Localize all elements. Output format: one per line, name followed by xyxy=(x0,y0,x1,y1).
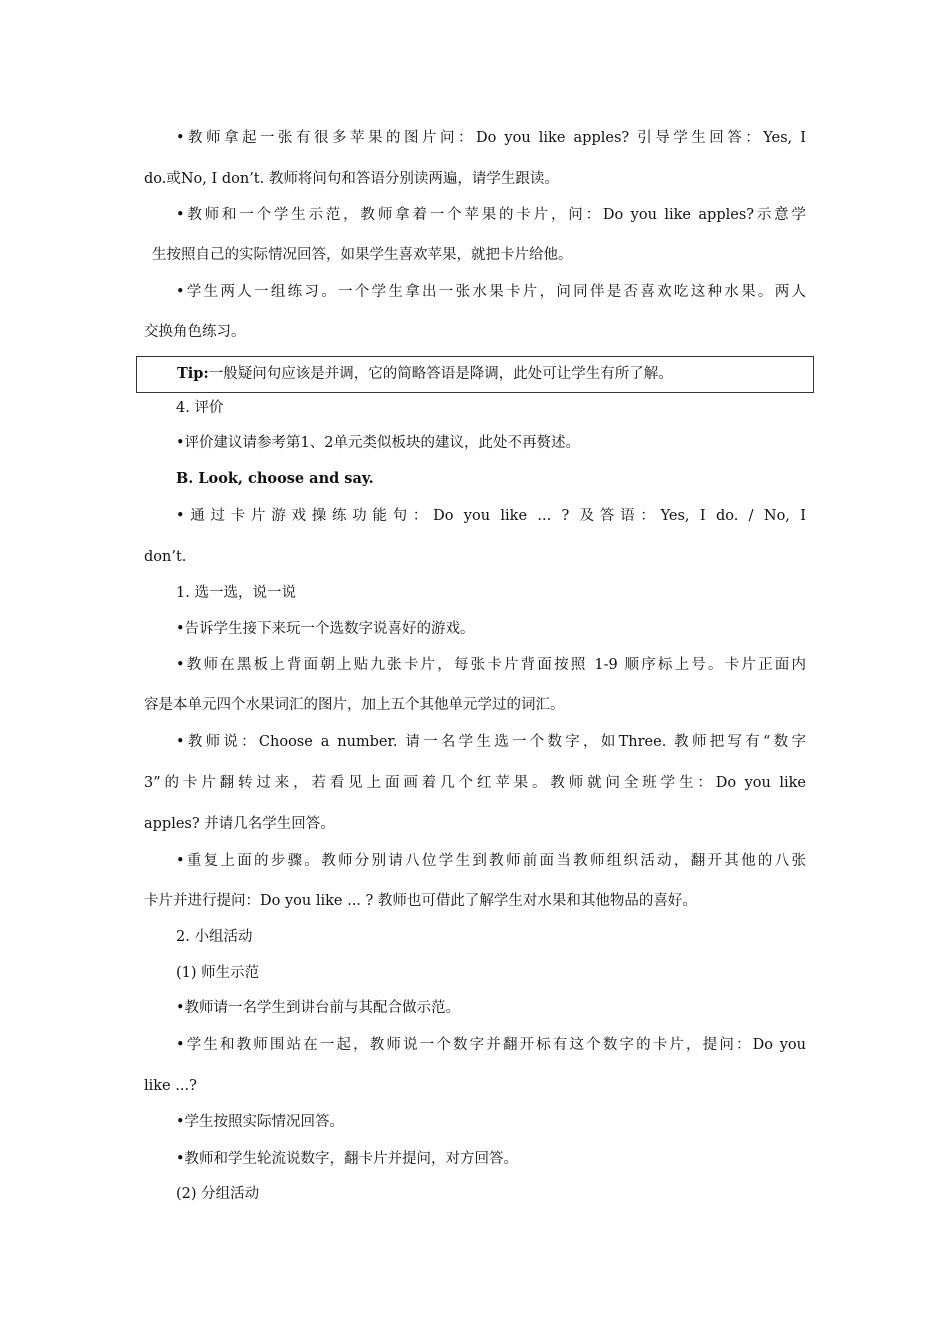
paragraph-line: 交换角色练习。 xyxy=(144,324,246,340)
paragraph-line: •教师和学生轮流说数字，翻卡片并提问，对方回答。 xyxy=(176,1151,519,1167)
paragraph-line: •教师请一名学生到讲台前与其配合做示范。 xyxy=(176,1000,461,1016)
paragraph-line: 容是本单元四个水果词汇的图片，加上五个其他单元学过的词汇。 xyxy=(144,697,565,713)
paragraph-line: •教师和一个学生示范，教师拿着一个苹果的卡片，问：Do you like apples?示意学 xyxy=(176,207,806,223)
paragraph-line: •学生两人一组练习。一个学生拿出一张水果卡片，问同伴是否喜欢吃这种水果。两人 xyxy=(176,284,806,300)
paragraph-line: don’t. xyxy=(144,549,187,565)
paragraph-line: •告诉学生接下来玩一个选数字说喜好的游戏。 xyxy=(176,621,475,637)
section-heading: 1. 选一选，说一说 xyxy=(176,585,296,601)
paragraph-line: 生按照自己的实际情况回答，如果学生喜欢苹果，就把卡片给他。 xyxy=(152,247,573,263)
tip-label: Tip: xyxy=(177,365,209,382)
paragraph-line: •学生按照实际情况回答。 xyxy=(176,1114,345,1130)
section-heading: 4. 评价 xyxy=(176,400,224,416)
paragraph-line: 3”的卡片翻转过来，若看见上面画着几个红苹果。教师就问全班学生：Do you like xyxy=(144,775,806,791)
paragraph-line: 卡片并进行提问：Do you like ... ? 教师也可借此了解学生对水果和其他物品的喜好。 xyxy=(144,893,697,909)
paragraph-line: •学生和教师围站在一起，教师说一个数字并翻开标有这个数字的卡片，提问：Do you xyxy=(176,1037,806,1053)
tip-box xyxy=(136,356,814,393)
paragraph-line: like ...? xyxy=(144,1078,197,1094)
paragraph-line: •教师说：Choose a number. 请一名学生选一个数字，如Three. 教师把写有“数字 xyxy=(176,734,806,750)
paragraph-line: •评价建议请参考第1、2单元类似板块的建议，此处不再赘述。 xyxy=(176,435,581,451)
paragraph-line: •通过卡片游戏操练功能句：Do you like ... ? 及答语：Yes, I do. / No, I xyxy=(176,508,806,524)
paragraph-line: apples? 并请几名学生回答。 xyxy=(144,816,335,832)
tip-line xyxy=(177,363,673,385)
section-heading: 2. 小组活动 xyxy=(176,929,253,945)
paragraph-line: do.或No, I don’t. 教师将问句和答语分别读两遍，请学生跟读。 xyxy=(144,171,559,187)
tip-text: 一般疑问句应该是并调，它的简略答语是降调，此处可让学生有所了解。 xyxy=(208,366,673,382)
section-heading: B. Look, choose and say. xyxy=(176,470,374,487)
sub-heading: (2) 分组活动 xyxy=(176,1186,260,1202)
paragraph-line: •教师在黑板上背面朝上贴九张卡片，每张卡片背面按照 1-9 顺序标上号。卡片正面内 xyxy=(176,657,806,673)
sub-heading: (1) 师生示范 xyxy=(176,965,260,981)
paragraph-line: •重复上面的步骤。教师分别请八位学生到教师前面当教师组织活动，翻开其他的八张 xyxy=(176,853,806,869)
paragraph-line: •教师拿起一张有很多苹果的图片问：Do you like apples? 引导学生回答：Yes, I xyxy=(176,130,806,146)
